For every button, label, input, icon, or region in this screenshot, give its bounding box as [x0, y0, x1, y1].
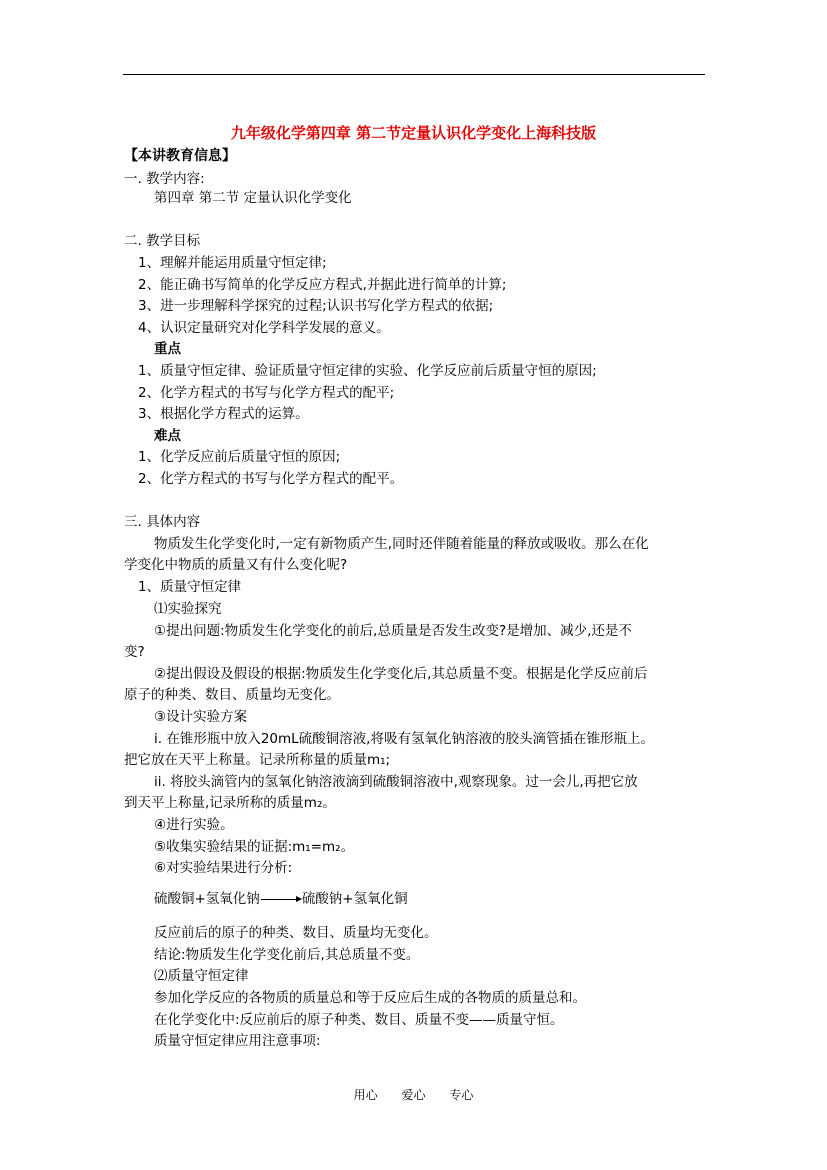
- procedure-step: ii. 将胶头滴管内的氢氧化钠溶液滴到硫酸铜溶液中,观察现象。过一会儿,再把它放: [154, 774, 638, 790]
- key-point-item: 3、根据化学方程式的运算。: [138, 406, 309, 422]
- step-hypothesis: ②提出假设及假设的根据:物质发生化学变化后,其总质量不变。根据是化学反应前后: [154, 666, 648, 682]
- step-analysis: ⑥对实验结果进行分析:: [154, 860, 293, 876]
- subsection-heading: ⑵质量守恒定律: [154, 968, 249, 984]
- key-points-label: 重点: [154, 341, 181, 357]
- goal-item: 4、认识定量研究对化学科学发展的意义。: [138, 320, 390, 336]
- reactants: 硫酸铜+氢氧化钠: [154, 891, 260, 907]
- law-statement: 参加化学反应的各物质的质量总和等于反应后生成的各物质的质量总和。: [154, 990, 586, 1006]
- difficult-points-label: 难点: [154, 428, 181, 444]
- page-footer: [0, 1086, 827, 1103]
- goal-item: 2、能正确书写简单的化学反应方程式,并据此进行简单的计算;: [138, 277, 507, 293]
- section-2-heading: 二. 教学目标: [124, 233, 201, 249]
- procedure-step: i. 在锥形瓶中放入20mL硫酸铜溶液,将吸有氢氧化钠溶液的胶头滴管插在锥形瓶上。: [154, 731, 654, 747]
- reaction-equation: [154, 890, 408, 908]
- intro-text-cont: 学变化中物质的质量又有什么变化呢?: [124, 557, 348, 573]
- step-design: ③设计实验方案: [154, 709, 248, 725]
- step-experiment: ④进行实验。: [154, 817, 234, 833]
- step-question-cont: 变?: [124, 644, 145, 660]
- key-point-item: 2、化学方程式的书写与化学方程式的配平;: [138, 385, 395, 401]
- analysis-text: 反应前后的原子的种类、数目、质量均无变化。: [154, 925, 438, 941]
- difficult-point-item: 2、化学方程式的书写与化学方程式的配平。: [138, 471, 404, 487]
- step-evidence: ⑤收集实验结果的证据:m₁=m₂。: [154, 839, 355, 855]
- section-1-heading: 一. 教学内容:: [124, 171, 205, 187]
- reaction-arrow: [261, 899, 301, 900]
- key-point-item: 1、质量守恒定律、验证质量守恒定律的实验、化学反应前后质量守恒的原因;: [138, 363, 597, 379]
- subsection-heading: ⑴实验探究: [154, 601, 222, 617]
- document-title: 九年级化学第四章 第二节定量认识化学变化上海科技版: [230, 124, 597, 142]
- conclusion-text: 结论:物质发生化学变化前后,其总质量不变。: [154, 947, 420, 963]
- footer-item: 专心: [449, 1088, 474, 1102]
- intro-text: 物质发生化学变化时,一定有新物质产生,同时还伴随着能量的释放或吸收。那么在化: [154, 536, 649, 552]
- procedure-step-cont: 把它放在天平上称量。记录所称量的质量m₁;: [124, 752, 391, 768]
- info-header: 【本讲教育信息】: [124, 148, 236, 164]
- topic-heading: 1、质量守恒定律: [138, 579, 242, 595]
- header-rule: [123, 74, 705, 75]
- goal-item: 3、进一步理解科学探究的过程;认识书写化学方程式的依据;: [138, 298, 494, 314]
- section-1-content: 第四章 第二节 定量认识化学变化: [154, 190, 352, 206]
- step-hypothesis-cont: 原子的种类、数目、质量均无变化。: [124, 687, 340, 703]
- footer-item: 爱心: [401, 1088, 426, 1102]
- section-3-heading: 三. 具体内容: [124, 514, 201, 530]
- procedure-step-cont: 到天平上称量,记录所称的质量m₂。: [124, 795, 336, 811]
- step-question: ①提出问题:物质发生化学变化的前后,总质量是否发生改变?是增加、减少,还是不: [154, 623, 632, 639]
- footer-item: 用心: [353, 1088, 378, 1102]
- difficult-point-item: 1、化学反应前后质量守恒的原因;: [138, 449, 341, 465]
- law-statement-2: 在化学变化中:反应前后的原子种类、数目、质量不变——质量守恒。: [154, 1012, 564, 1028]
- products: 硫酸钠+氢氧化铜: [301, 891, 408, 907]
- notes-heading: 质量守恒定律应用注意事项:: [154, 1033, 321, 1049]
- goal-item: 1、理解并能运用质量守恒定律;: [138, 255, 327, 271]
